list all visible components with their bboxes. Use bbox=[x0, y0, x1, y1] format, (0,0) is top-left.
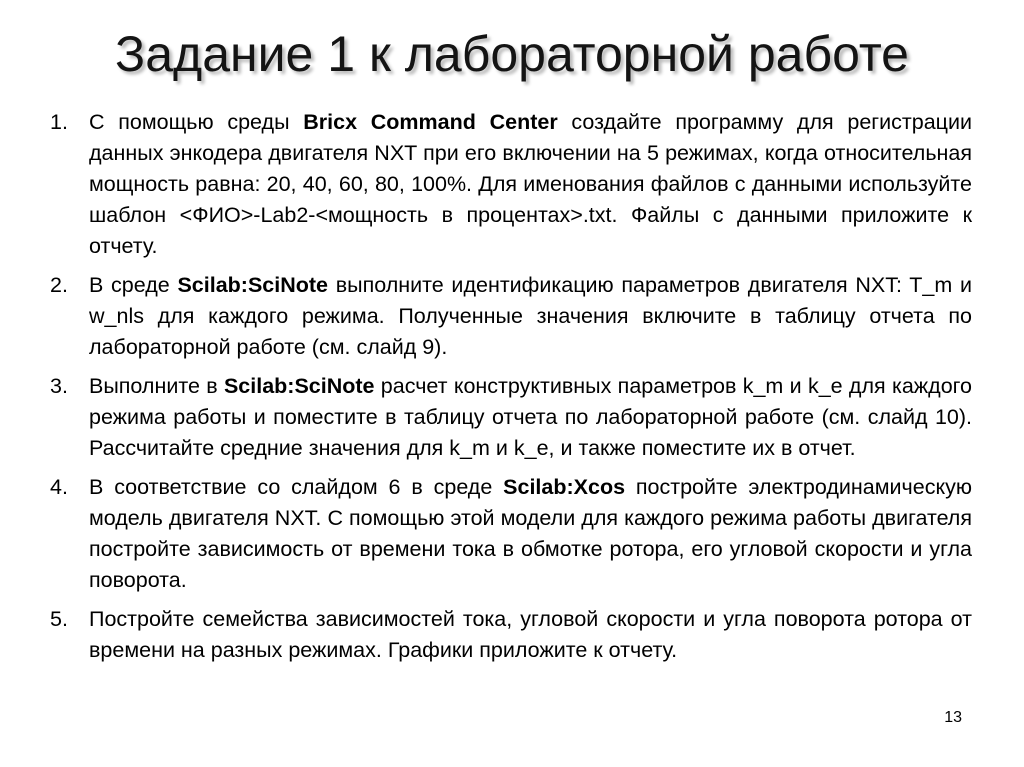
task-number: 3. bbox=[50, 374, 68, 398]
software-name: Bricx Command Center bbox=[303, 110, 558, 134]
task-text bbox=[89, 270, 972, 363]
task-text-part: постройте электродинамическую модель двигателя NXT. С помощью этой модели для каждого режима работы двигателя постройте зависимость от времени тока в обмотке ротора, его угловой скорости и угла поворота. bbox=[89, 475, 972, 592]
task-text-part: выполните идентификацию параметров двигателя NXT: T_m и w_nls для каждого режима. Полученные значения включите в таблицу отчета по лабораторной работе (см. слайд 9). bbox=[89, 273, 973, 359]
page-number: 13 bbox=[944, 709, 962, 726]
task-text-part: расчет конструктивных параметров k_m и k_e для каждого режима работы и поместите в таблицу отчета по лабораторной работе (см. слайд 10). Рассчитайте средние значения для k_m и k_e, и также поместите их в отчет. bbox=[89, 374, 973, 460]
task-text-part: В среде bbox=[89, 273, 178, 297]
task-text bbox=[89, 107, 972, 262]
task-item-2 bbox=[50, 270, 972, 363]
task-number: 5. bbox=[50, 607, 68, 631]
task-item-3 bbox=[50, 371, 972, 464]
task-text-part: Выполните в bbox=[89, 374, 224, 398]
task-text bbox=[89, 604, 972, 666]
software-name: Scilab:Xcos bbox=[503, 475, 626, 499]
task-list bbox=[50, 107, 972, 674]
task-item-5 bbox=[50, 604, 972, 666]
slide-title: Задание 1 к лабораторной работе bbox=[115, 26, 909, 82]
task-item-4 bbox=[50, 472, 972, 596]
software-name: Scilab:SciNote bbox=[177, 273, 329, 297]
task-item-1 bbox=[50, 107, 972, 262]
software-name: Scilab:SciNote bbox=[223, 374, 375, 398]
task-number: 1. bbox=[50, 110, 68, 134]
task-text-part: В соответствие со слайдом 6 в среде bbox=[89, 475, 504, 499]
task-text bbox=[89, 371, 972, 464]
task-number: 4. bbox=[50, 475, 68, 499]
task-number: 2. bbox=[50, 273, 68, 297]
task-text bbox=[89, 472, 972, 596]
task-text-part: создайте программу для регистрации данных энкодера двигателя NXT при его включении на 5 режимах, когда относительная мощность равна: 20, 40, 60, 80, 100%. Для именования файлов с данными используйте шаблон <ФИО>-Lab2-<мощность в процентах>.txt. Файлы с данными приложите к отчету. bbox=[89, 110, 972, 258]
task-text-part: Постройте семейства зависимостей тока, угловой скорости и угла поворота ротора от времени на разных режимах. Графики приложите к отчету. bbox=[89, 607, 972, 662]
task-text-part: С помощью среды bbox=[89, 110, 304, 134]
